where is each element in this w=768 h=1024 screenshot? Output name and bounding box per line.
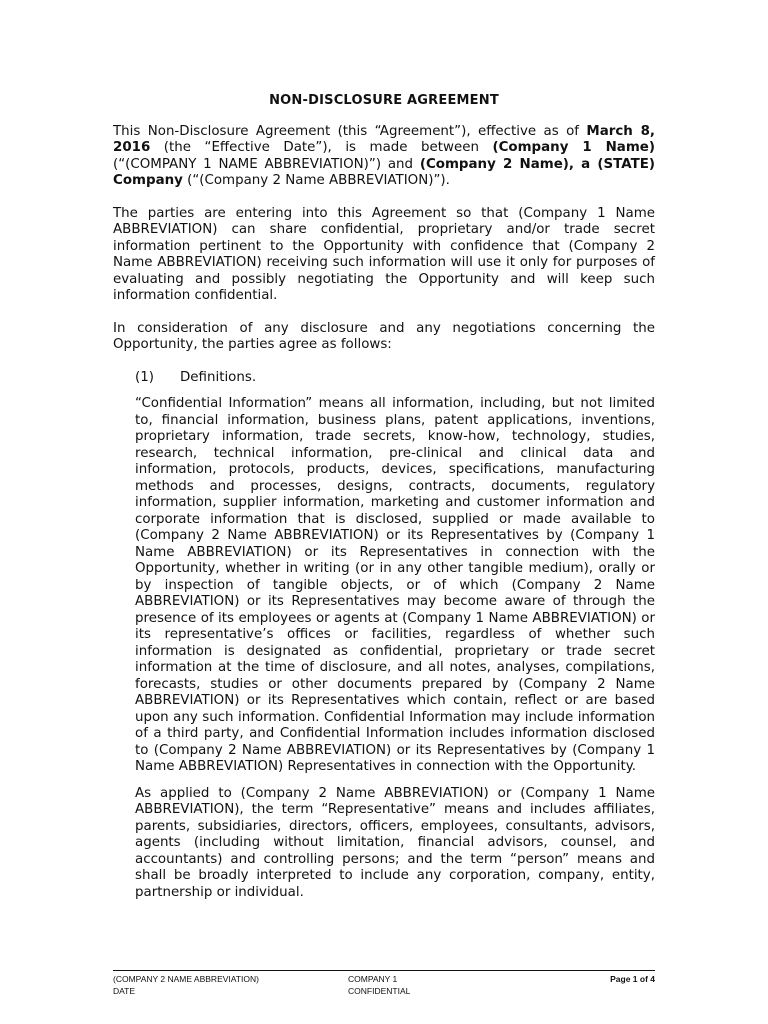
footer-company-1: COMPANY 1 [348,974,398,984]
footer-confidential: CONFIDENTIAL [348,986,411,996]
representative-definition: As applied to (Company 2 Name ABBREVIATION) or (Company 1 Name ABBREVIATION), the term “Representative” means and includes affiliates, parents, subsidiaries, directors, officers, employees, consultants, advisors, agents (including without limitation, financial advisors, counsel, and accountants) and controlling persons; and the term “person” means and shall be broadly interpreted to include any corporation, company, entity, partnership or individual. [135,785,655,900]
footer-company-2: (COMPANY 2 NAME ABBREVIATION) [113,974,259,984]
section-heading: Definitions. [180,369,257,385]
intro-text-2: (the “Effective Date”), is made between [150,140,493,155]
effective-date: March 8, 2016 [113,123,655,155]
intro-paragraph [113,124,655,190]
intro-text-3: (“(COMPANY 1 NAME ABBREVIATION)”) and [113,156,420,172]
footer-row-top [113,973,655,985]
section-1-heading [135,370,655,387]
confidential-information-definition: “Confidential Information” means all information, including, but not limited to, financial information, business plans, patent applications, inventions, proprietary information, trade secrets, know-how, technology, studies, research, technical information, pre-clinical and clinical data and information, protocols, products, devices, specifications, manufacturing methods and processes, designs, contracts, documents, regulatory information, supplier information, marketing and customer information and corporate information that is disclosed, supplied or made available to (Company 2 Name ABBREVIATION) or its Representatives by (Company 1 Name ABBREVIATION) or its Representatives in connection with the Opportunity, whether in writing (or in any other tangible medium), orally or by inspection of tangible objects, or of which (Company 2 Name ABBREVIATION) or its Representatives may become aware of through the presence of its employees or agents at (Company 1 Name ABBREVIATION) or its representative’s offices or facilities, regardless of whether such information is designated as confidential, proprietary or trade secret information at the time of disclosure, and all notes, analyses, compilations, forecasts, studies or other documents prepared by (Company 2 Name ABBREVIATION) or its Representatives which contain, reflect or are based upon any such information. Confidential Information may include information of a third party, and Confidential Information includes information disclosed to (Company 2 Name ABBREVIATION) or its Representatives by (Company 1 Name ABBREVIATION) Representatives in connection with the Opportunity. [135,396,655,774]
purpose-paragraph: The parties are entering into this Agreement so that (Company 1 Name ABBREVIATION) can share confidential, proprietary and/or trade secret information pertinent to the Opportunity with confidence that (Company 2 Name ABBREVIATION) receiving such information will use it only for purposes of evaluating and possibly negotiating the Opportunity and will keep such information confidential. [113,205,655,303]
intro-text-1: This Non-Disclosure Agreement (this “Agreement”), effective as of [113,123,587,139]
intro-text-4: (“(Company 2 Name ABBREVIATION)”). [182,173,450,188]
company-2-name: (Company 2 Name), a (STATE) Company [113,156,655,188]
document-title: NON-DISCLOSURE AGREEMENT [269,93,499,108]
consideration-paragraph: In consideration of any disclosure and any negotiations concerning the Opportunity, the parties agree as follows: [113,320,655,352]
company-1-name: (Company 1 Name) [492,140,655,155]
footer-date: DATE [113,986,136,996]
page-footer [113,970,655,997]
section-number: (1) [135,369,154,385]
page-number: Page 1 of 4 [610,974,655,984]
document-body [113,93,655,911]
footer-row-bottom [113,985,655,997]
